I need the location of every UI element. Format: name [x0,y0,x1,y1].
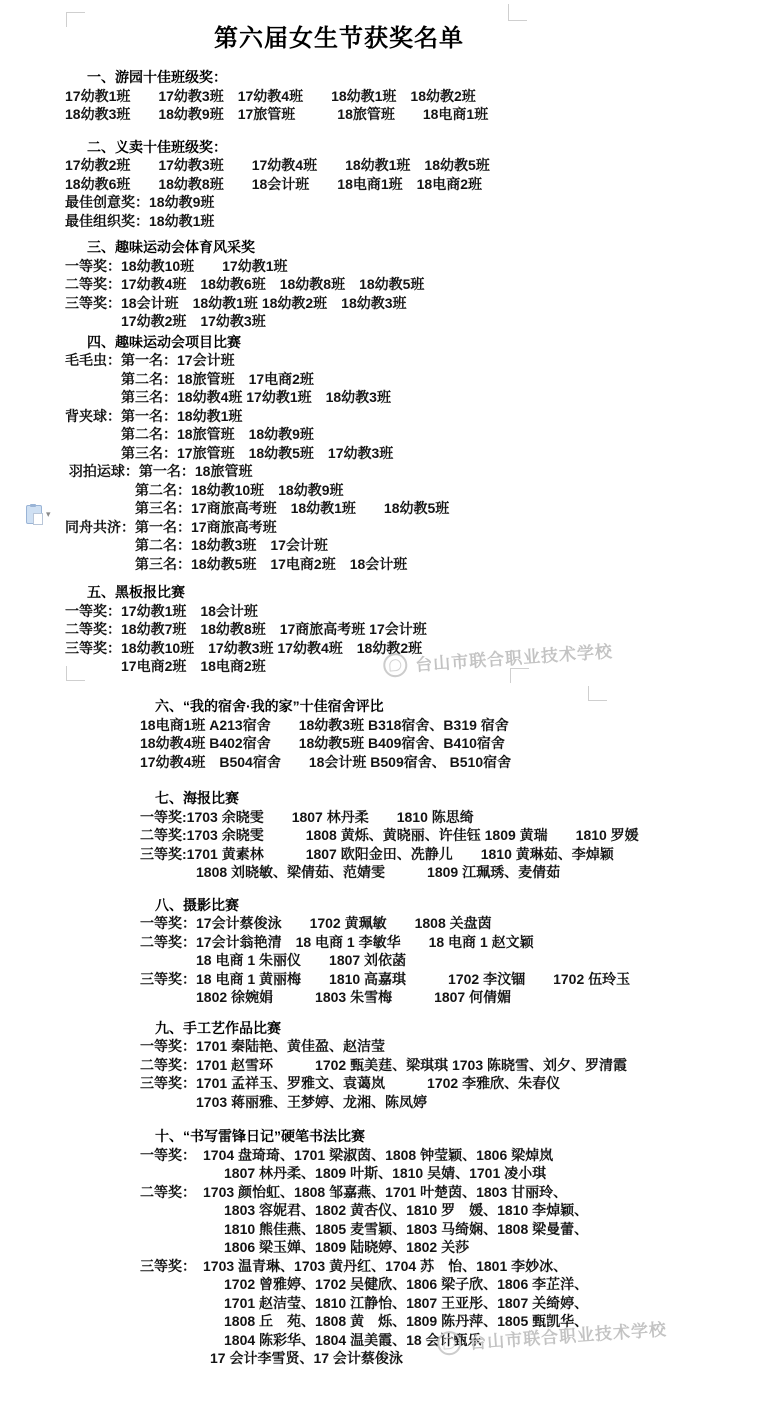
award-section [65,238,725,331]
text-line: 18幼教3班 18幼教9班 17旅管班 18旅管班 18电商1班 [65,106,489,122]
text-line: 三等奖：18会计班 18幼教1班 18幼教2班 18幼教3班 [65,294,407,311]
text-line: 17 会计李雪贤、17 会计蔡俊泳 [140,1350,403,1366]
award-section [65,333,725,574]
text-line: 17幼教2班 17幼教3班 [65,313,266,329]
text-line: 毛毛虫：第一名：17会计班 [65,352,235,368]
award-section [140,697,740,771]
watermark-text: 台山市联合职业技术学校 [468,1319,668,1353]
text-line: 18电商1班 A213宿舍 18幼教3班 B318宿舍、B319 宿舍 [140,716,509,733]
text-line: 一等奖：18幼教10班 17幼教1班 [65,257,288,274]
paste-options-button[interactable] [26,505,51,524]
clipboard-icon [26,505,42,524]
text-line: 18幼教4班 B402宿舍 18幼教5班 B409宿舍、B410宿舍 [140,735,505,751]
text-line: 三等奖:1701 黄素林 1807 欧阳金田、冼静儿 1810 黄琳茹、李焯颖 [140,845,614,862]
text-line: 三等奖：18 电商 1 黄丽梅 1810 高嘉琪 1702 李汶锢 1702 伍玲玉 [140,970,631,987]
text-line: 第三名：18幼教4班 17幼教1班 18幼教3班 [65,389,391,405]
text-line: 17幼教1班 17幼教3班 17幼教4班 18幼教1班 18幼教2班 [65,87,476,104]
section-heading: 十、“书写雷锋日记”硬笔书法比赛 [155,1128,365,1144]
section-heading: 六、“我的宿舍·我的家”十佳宿舍评比 [155,698,384,714]
text-line: 背夹球：第一名：18幼教1班 [65,407,243,424]
text-line: 二等奖：17幼教4班 18幼教6班 18幼教8班 18幼教5班 [65,276,425,292]
text-line: 1802 徐婉娟 1803 朱雪梅 1807 何倩媚 [140,989,512,1005]
text-line: 三等奖：18幼教10班 17幼教3班 17幼教4班 18幼教2班 [65,639,423,656]
section-heading: 五、黑板报比赛 [87,584,185,600]
text-line: 1808 丘 苑、1808 黄 烁、1809 陈丹萍、1805 甄凯华、 [140,1313,589,1329]
text-line: 1702 曾雅婷、1702 吴健欣、1806 梁子欣、1806 李芷洋、 [140,1276,589,1292]
text-line: 二等奖： 1703 颜怡虹、1808 邹嘉燕、1701 叶楚茵、1803 甘丽玲、 [140,1183,568,1200]
text-line: 三等奖：1701 孟祥玉、罗雅文、袁蔼岚 1702 李雅欣、朱春仪 [140,1075,561,1091]
section-heading: 一、游园十佳班级奖： [87,69,227,85]
section-heading: 四、趣味运动会项目比赛 [87,333,241,350]
text-line: 二等奖：1701 赵雪环 1702 甄美莛、梁琪琪 1703 陈晓雪、刘夕、罗清霞 [140,1056,627,1073]
document-title: 第六届女生节获奖名单 [214,25,464,52]
chevron-down-icon: ▾ [46,509,51,519]
text-line: 18幼教6班 18幼教8班 18会计班 18电商1班 18电商2班 [65,175,483,192]
text-line: 第二名：18幼教10班 18幼教9班 [65,481,344,498]
text-line: 二等奖:1703 余晓雯 1808 黄烁、黄晓丽、许佳钰 1809 黄瑞 1810 罗媛 [140,827,639,843]
award-section [140,789,740,882]
award-section [65,138,725,231]
text-line: 1806 梁玉婵、1809 陆晓婷、1802 关莎 [140,1239,470,1255]
text-line: 第二名：18幼教3班 17会计班 [65,537,328,553]
text-line: 18 电商 1 朱丽仪 1807 刘依菡 [140,952,407,968]
text-line: 最佳组织奖：18幼教1班 [65,212,215,229]
text-line: 一等奖：17会计蔡俊泳 1702 黄珮敏 1808 关盘茵 [140,915,492,931]
text-line: 一等奖:1703 余晓雯 1807 林丹柔 1810 陈思绮 [140,808,474,825]
text-line: 羽拍运球：第一名：18旅管班 [65,463,253,479]
text-line: 1803 容妮君、1802 黄杏仪、1810 罗 媛、1810 李焯颖、 [140,1202,589,1218]
text-line: 1810 熊佳燕、1805 麦雪颖、1803 马绮娴、1808 梁曼蕾、 [140,1220,589,1237]
text-line: 二等奖：18幼教7班 18幼教8班 17商旅高考班 17会计班 [65,621,427,637]
text-line: 一等奖：1701 秦陆艳、黄佳盈、赵洁莹 [140,1038,386,1054]
section-heading: 九、手工艺作品比赛 [155,1019,281,1036]
text-line: 第二名：18旅管班 17电商2班 [65,370,314,387]
school-badge-icon [436,1330,462,1356]
text-line: 17幼教4班 B504宿舍 18会计班 B509宿舍、 B510宿舍 [140,753,512,770]
school-badge-icon [382,652,408,678]
text-line: 二等奖：17会计翁艳清 18 电商 1 李敏华 18 电商 1 赵文颖 [140,933,534,950]
text-line: 1804 陈彩华、1804 温美霞、18 会计甄乐 [140,1331,482,1348]
text-line: 一等奖：17幼教1班 18会计班 [65,602,258,619]
text-line: 1808 刘晓敏、梁倩茹、范婧雯 1809 江珮琇、麦倩茹 [140,864,561,880]
section-heading: 三、趣味运动会体育风采奖 [87,239,255,255]
text-line: 17电商2班 18电商2班 [65,658,266,674]
text-line: 同舟共济：第一名：17商旅高考班 [65,518,277,535]
watermark-text: 台山市联合职业技术学校 [414,641,614,675]
section-heading: 七、海报比赛 [155,790,239,806]
text-line: 1807 林丹柔、1809 叶斯、1810 吴婧、1701 凌小琪 [140,1165,547,1181]
award-section [140,1019,740,1112]
page-1 [65,68,725,676]
award-section [65,68,725,124]
text-line: 17幼教2班 17幼教3班 17幼教4班 18幼教1班 18幼教5班 [65,157,490,173]
text-line: 1701 赵洁莹、1810 江静怡、1807 王亚彤、1807 关绮婷、 [140,1294,589,1311]
section-heading: 二、义卖十佳班级奖： [87,138,227,155]
text-line: 第三名：18幼教5班 17电商2班 18会计班 [65,555,408,572]
text-line: 第二名：18旅管班 18幼教9班 [65,426,314,442]
award-section [140,896,740,1007]
text-line: 第三名：17商旅高考班 18幼教1班 18幼教5班 [65,500,450,516]
section-heading: 八、摄影比赛 [155,896,239,913]
text-line: 第三名：17旅管班 18幼教5班 17幼教3班 [65,444,394,461]
text-line: 一等奖： 1704 盘琦琦、1701 梁淑茵、1808 钟莹颖、1806 梁焯岚 [140,1146,554,1163]
text-line: 三等奖： 1703 温青琳、1703 黄丹红、1704 苏 怡、1801 李妙冰、 [140,1257,568,1274]
text-line: 最佳创意奖：18幼教9班 [65,194,215,210]
page-2 [140,697,740,1368]
text-line: 1703 蒋丽雅、王梦婷、龙湘、陈凤婷 [140,1093,428,1110]
